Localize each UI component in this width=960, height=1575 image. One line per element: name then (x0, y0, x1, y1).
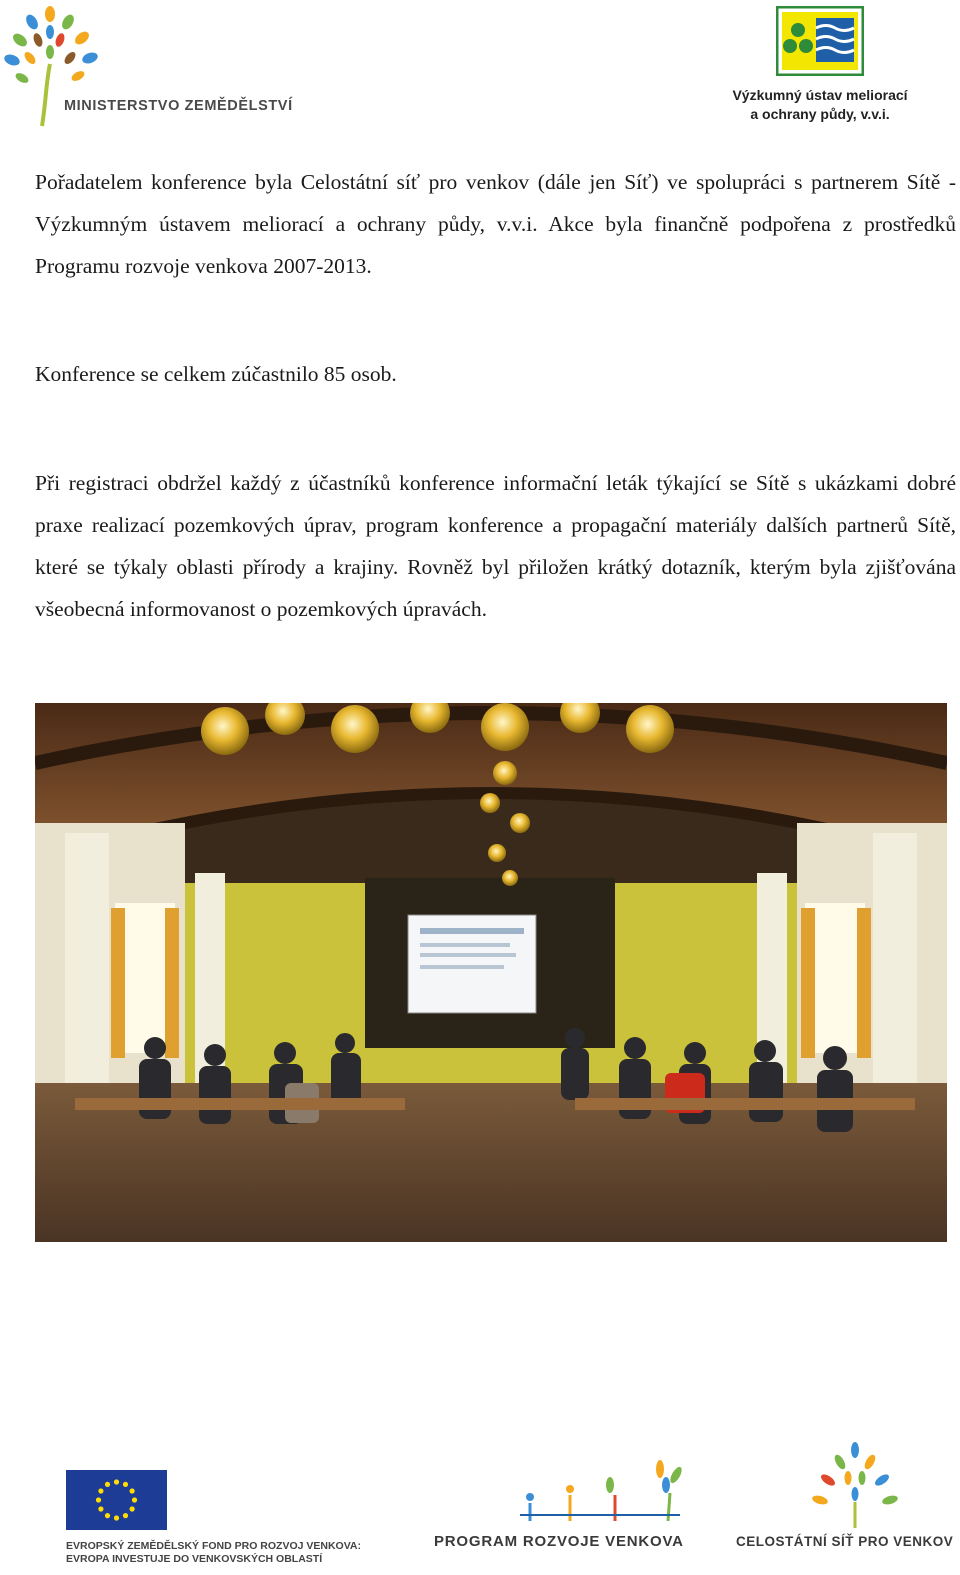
research-institute-logo (720, 2, 920, 128)
network-tree-icon (730, 1440, 955, 1530)
network-logo-text: CELOSTÁTNÍ SÍŤ PRO VENKOV (736, 1534, 954, 1549)
eu-fund-text (66, 1540, 361, 1566)
program-figures-icon (430, 1455, 690, 1525)
ministry-of-agriculture-logo (2, 2, 302, 128)
ministry-logo-text: MINISTERSTVO ZEMĚDĚLSTVÍ (64, 98, 293, 114)
national-rural-network-logo (730, 1440, 955, 1560)
program-logo-text: PROGRAM ROZVOJE VENKOVA (434, 1533, 684, 1550)
institute-emblem-icon (776, 6, 864, 76)
conference-hall-photo (35, 703, 947, 1242)
paragraph-attendance: Konference se celkem zúčastnilo 85 osob. (35, 362, 397, 386)
eu-rural-fund-logo (66, 1470, 376, 1570)
paragraph-registration: Při registraci obdržel každý z účastníků konference informační leták týkající se Sítě s ukázkami dobré praxe realizací pozemkových úprav, program konference a propagační materiály dalších partnerů Sítě, které se týkaly oblasti přírody a krajiny. Rovněž byl přiložen krátký dotazník, kterým byla zjišťována všeobecná informovanost o pozemkových úpravách. (35, 471, 956, 621)
eu-flag-icon (66, 1470, 167, 1530)
eu-fund-line2: EVROPA INVESTUJE DO VENKOVSKÝCH OBLASTÍ (66, 1553, 323, 1565)
institute-logo-line2: a ochrany půdy, v.v.i. (750, 106, 890, 122)
paragraph-organizer: Pořadatelem konference byla Celostátní síť pro venkov (dále jen Síť) ve spolupráci s partnerem Sítě - Výzkumným ústavem meliorací a ochrany půdy, v.v.i. Akce byla finančně podpořena z prostředků Programu rozvoje venkova 2007-2013. (35, 170, 956, 278)
institute-logo-text (720, 86, 920, 124)
eu-fund-line1: EVROPSKÝ ZEMĚDĚLSKÝ FOND PRO ROZVOJ VENKOVA: (66, 1540, 362, 1552)
institute-logo-line1: Výzkumný ústav meliorací (732, 87, 908, 103)
rural-development-program-logo (430, 1455, 690, 1565)
